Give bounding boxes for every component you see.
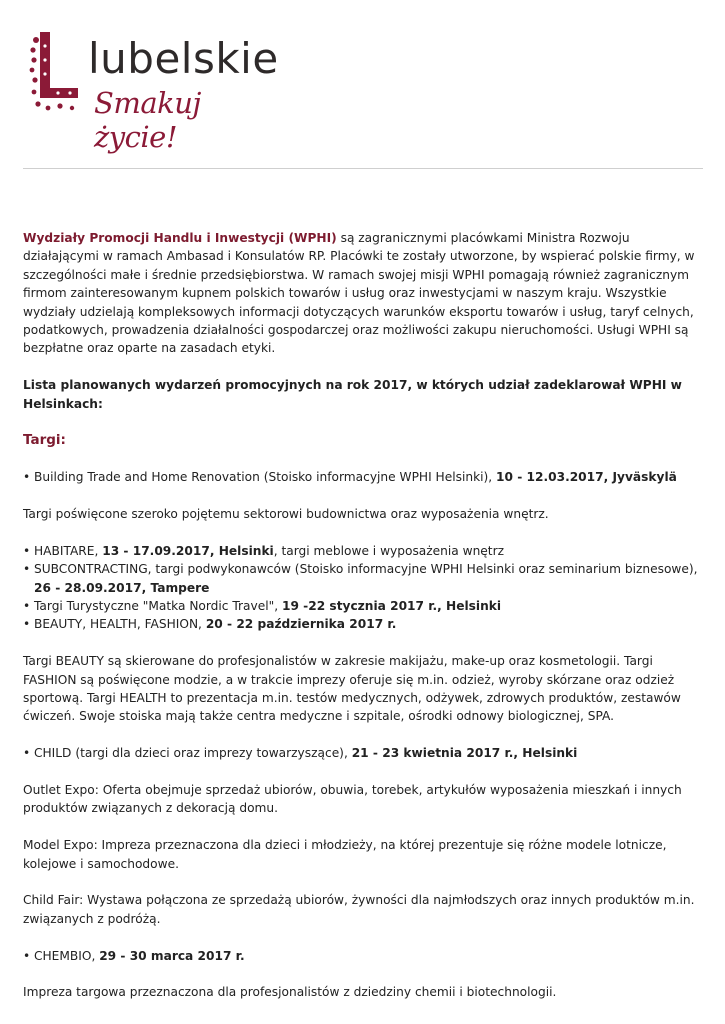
- intro-text: są zagranicznymi placówkami Ministra Rozwoju działającymi w ramach Ambasad i Konsulatów RP. Placówki te zostały utworzone, by wspierać polskie firmy, w szczególności małe i średnie przedsiębiorstwa. W ramach swojej misji WPHI pomagają również zagranicznym firmom zainteresowanym kupnem polskich towarów i usług oraz inwestycjami w naszym kraju. Wszystkie wydziały udzielają kompleksowych informacji dotyczących warunków eksportu towarów i usług, taryf celnych, podatkowych, prowadzenia działalności gospodarczej oraz możliwości zakupu nieruchomości. Usługi WPHI są bezpłatne oraz oparte na zasadach etyki.: [23, 231, 695, 356]
- fairs-heading: Targi:: [23, 432, 66, 449]
- model-description: Model Expo: Impreza przeznaczona dla dzieci i młodzieży, na której prezentuje się różne modele lotnicze, kolejowe i samochodowe.: [23, 838, 667, 871]
- chembio-description: Impreza targowa przeznaczona dla profesjonalistów z dziedziny chemii i biotechnologii.: [23, 985, 557, 1000]
- list-item: • Building Trade and Home Renovation (Stoisko informacyjne WPHI Helsinki), 10 - 12.03.2017, Jyväskylä: [23, 468, 703, 486]
- building-list: [23, 468, 703, 486]
- list-item: • Targi Turystyczne "Matka Nordic Travel", 19 -22 stycznia 2017 r., Helsinki: [23, 597, 703, 615]
- header-divider: [23, 168, 703, 169]
- logo-wordmark: lubelskie: [88, 34, 279, 83]
- outlet-description: Outlet Expo: Oferta obejmuje sprzedaż ubiorów, obuwia, torebek, artykułów wyposażenia mieszkań i innych produktów związanych z dekoracją domu.: [23, 783, 682, 816]
- lubelskie-logo: [28, 24, 279, 154]
- intro-paragraph: [23, 229, 703, 358]
- article-content: [23, 229, 703, 1020]
- list-title: Lista planowanych wydarzeń promocyjnych na rok 2017, w których udział zadeklarował WPHI w Helsinkach:: [23, 378, 682, 411]
- chembio-list: [23, 947, 703, 965]
- wphi-name: Wydziały Promocji Handlu i Inwestycji (WPHI): [23, 231, 337, 245]
- child-list: [23, 744, 703, 762]
- list-item: • SUBCONTRACTING, targi podwykonawców (Stoisko informacyjne WPHI Helsinki oraz seminarium biznesowe), 26 - 28.09.2017, Tampere: [23, 560, 703, 597]
- list-item: • CHILD (targi dla dzieci oraz imprezy towarzyszące), 21 - 23 kwietnia 2017 r., Helsinki: [23, 744, 703, 762]
- events-list: [23, 542, 703, 634]
- logo-mark-icon: [28, 26, 84, 112]
- building-description: Targi poświęcone szeroko pojętemu sektorowi budownictwa oraz wyposażenia wnętrz.: [23, 507, 549, 522]
- list-item: • CHEMBIO, 29 - 30 marca 2017 r.: [23, 947, 703, 965]
- childfair-description: Child Fair: Wystawa połączona ze sprzedażą ubiorów, żywności dla najmłodszych oraz innych produktów m.in. związanych z podróżą.: [23, 893, 695, 926]
- logo-slogan: Smakuj życie!: [94, 86, 201, 154]
- list-item: • BEAUTY, HEALTH, FASHION, 20 - 22 października 2017 r.: [23, 615, 703, 633]
- beauty-description: Targi BEAUTY są skierowane do profesjonalistów w zakresie makijażu, make-up oraz kosmetologii. Targi FASHION są poświęcone modzie, a w trakcie imprezy oferuje się m.in. odzież, wyroby skórzane oraz odzież sportową. Targi HEALTH to prezentacja m.in. testów medycznych, odżywek, zdrowych produktów, zestawów ćwiczeń. Swoje stoiska mają także centra medyczne i szpitale, ośrodki odnowy biologicznej, SPA.: [23, 654, 681, 724]
- list-item: • HABITARE, 13 - 17.09.2017, Helsinki, targi meblowe i wyposażenia wnętrz: [23, 542, 703, 560]
